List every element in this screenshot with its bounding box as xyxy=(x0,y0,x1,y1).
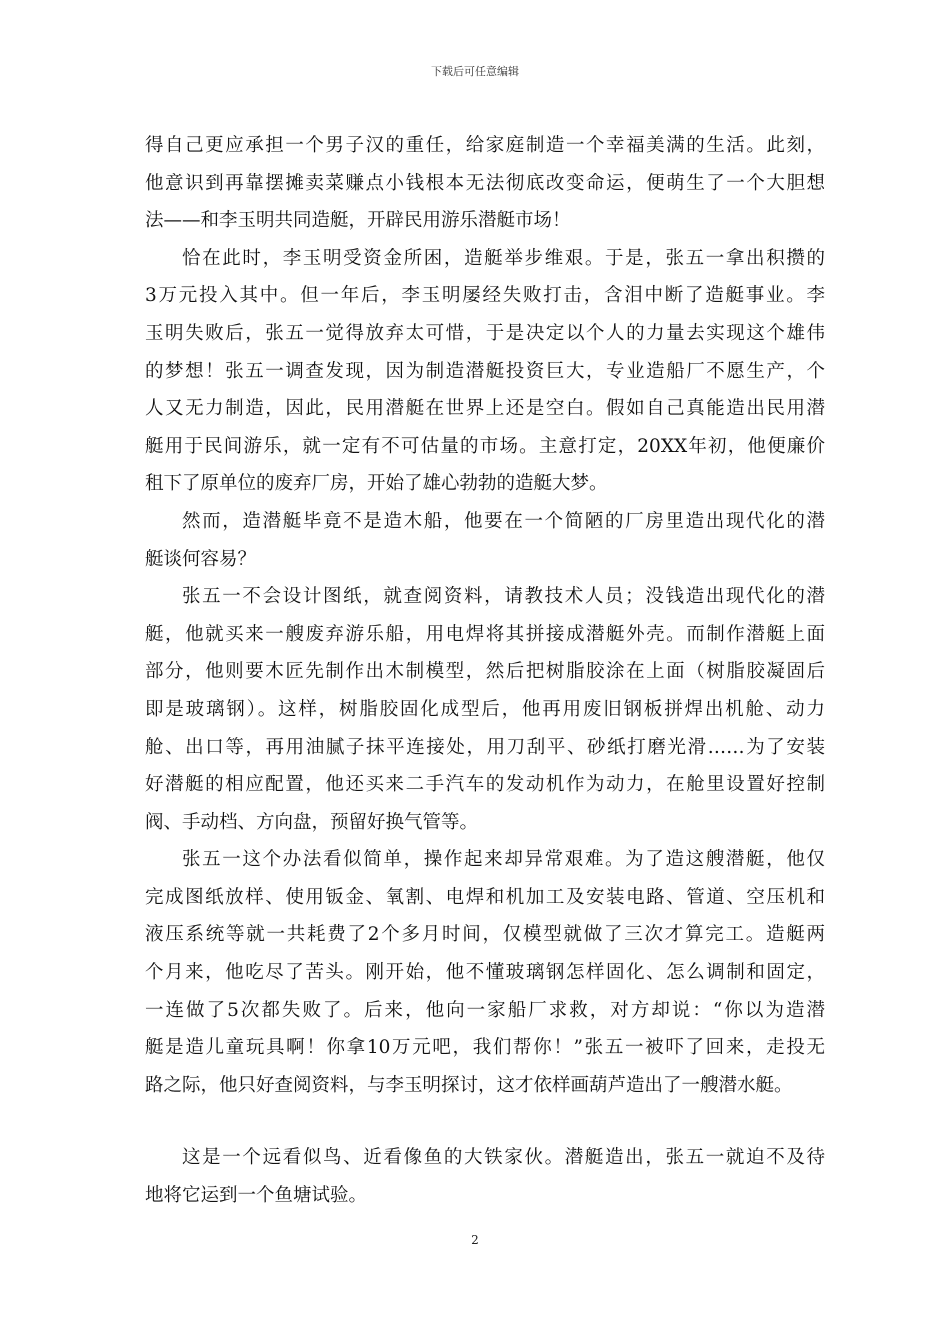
text-line: 液压系统等就一共耗费了2个多月时间，仅模型就做了三次才算完工。造艇两 xyxy=(145,924,825,946)
text-line: 舱、出口等，再用油腻子抹平连接处，用刀刮平、砂纸打磨光滑……为了安装 xyxy=(145,736,825,758)
text-line: 他意识到再靠摆摊卖菜赚点小钱根本无法彻底改变命运，便萌生了一个大胆想 xyxy=(145,172,825,194)
paragraph-first-line: 张五一不会设计图纸，就查阅资料，请教技术人员；没钱造出现代化的潜 xyxy=(182,586,825,608)
text-line: 完成图纸放样、使用钣金、氧割、电焊和机加工及安装电路、管道、空压机和 xyxy=(145,886,825,908)
text-line: 艇，他就买来一艘废弃游乐船，用电焊将其拼接成潜艇外壳。而制作潜艇上面 xyxy=(145,623,825,645)
paragraph-gap xyxy=(145,1104,825,1139)
text-line: 路之际，他只好查阅资料，与李玉明探讨，这才依样画葫芦造出了一艘潜水艇。 xyxy=(145,1074,793,1096)
text-line: 玉明失败后，张五一觉得放弃太可惜，于是决定以个人的力量去实现这个雄伟 xyxy=(145,322,825,344)
page-number: 2 xyxy=(471,1233,479,1247)
text-line: 租下了原单位的废弃厂房，开始了雄心勃勃的造艇大梦。 xyxy=(145,473,608,495)
text-line: 好潜艇的相应配置，他还买来二手汽车的发动机作为动力，在舱里设置好控制 xyxy=(145,774,825,796)
text-line: 一连做了5次都失败了。后来，他向一家船厂求救，对方却说：“你以为造潜 xyxy=(145,999,825,1021)
document-body xyxy=(145,127,825,1215)
paragraph-first-line: 张五一这个办法看似简单，操作起来却异常艰难。为了造这艘潜艇，他仅 xyxy=(182,849,825,871)
text-line: 3万元投入其中。但一年后，李玉明屡经失败打击，含泪中断了造艇事业。李 xyxy=(145,285,825,307)
text-line: 得自己更应承担一个男子汉的重任，给家庭制造一个幸福美满的生活。此刻， xyxy=(145,135,825,156)
text-line: 艇谈何容易？ xyxy=(145,548,257,570)
text-line: 即是玻璃钢）。这样，树脂胶固化成型后，他再用废旧钢板拼焊出机舱、动力 xyxy=(145,698,825,720)
text-line: 艇是造儿童玩具啊！你拿10万元吧，我们帮你！”张五一被吓了回来，走投无 xyxy=(145,1037,825,1059)
text-line: 个月来，他吃尽了苦头。刚开始，他不懂玻璃钢怎样固化、怎么调制和固定， xyxy=(145,962,825,984)
paragraph-first-line: 然而，造潜艇毕竟不是造木船，他要在一个简陋的厂房里造出现代化的潜 xyxy=(182,510,825,532)
text-line: 的梦想！张五一调查发现，因为制造潜艇投资巨大，专业造船厂不愿生产，个 xyxy=(145,360,825,382)
paragraph-first-line: 恰在此时，李玉明受资金所困，造艇举步维艰。于是，张五一拿出积攒的 xyxy=(182,247,825,269)
paragraph-first-line: 这是一个远看似鸟、近看像鱼的大铁家伙。潜艇造出，张五一就迫不及待 xyxy=(182,1147,825,1169)
page-header: 下载后可任意编辑 xyxy=(431,65,519,78)
text-line: 部分，他则要木匠先制作出木制模型，然后把树脂胶涂在上面（树脂胶凝固后 xyxy=(145,661,825,683)
text-line: 艇用于民间游乐，就一定有不可估量的市场。主意打定，20XX年初，他便廉价 xyxy=(145,435,825,457)
text-line: 地将它运到一个鱼塘试验。 xyxy=(145,1185,368,1207)
text-line: 人又无力制造，因此，民用潜艇在世界上还是空白。假如自己真能造出民用潜 xyxy=(145,398,825,420)
text-line: 阀、手动档、方向盘，预留好换气管等。 xyxy=(145,811,479,833)
text-line: 法——和李玉明共同造艇，开辟民用游乐潜艇市场！ xyxy=(145,210,571,232)
